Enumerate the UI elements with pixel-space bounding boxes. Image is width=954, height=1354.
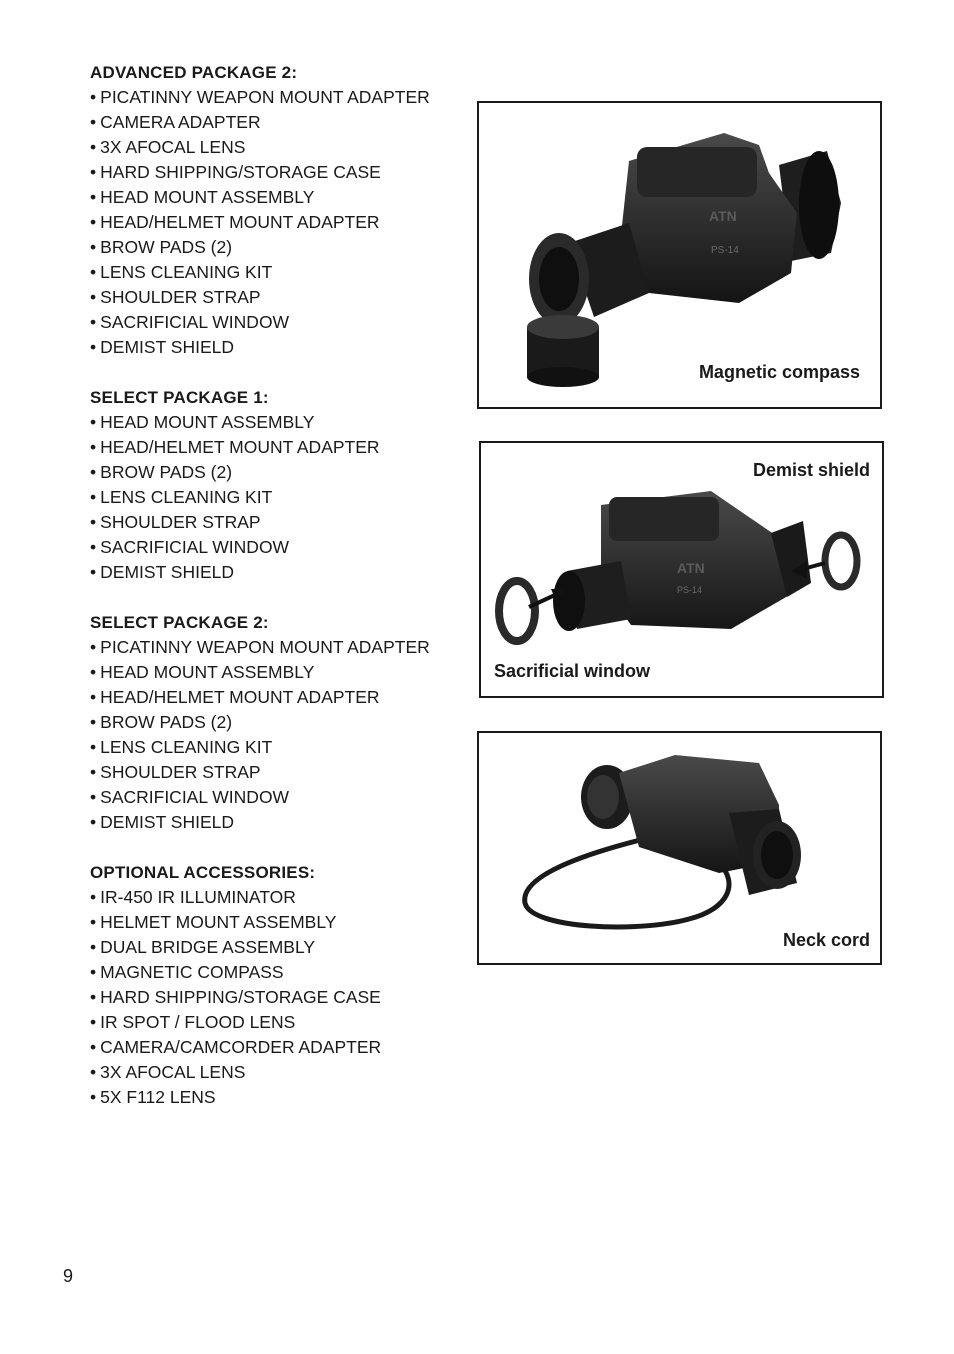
section-advanced-package-2 xyxy=(90,60,470,360)
list-item: • IR SPOT / FLOOD LENS xyxy=(90,1010,470,1035)
list-item: • SACRIFICIAL WINDOW xyxy=(90,310,470,335)
list-item: • SHOULDER STRAP xyxy=(90,760,470,785)
section-optional-accessories xyxy=(90,860,470,1110)
list-item: • 3X AFOCAL LENS xyxy=(90,1060,470,1085)
caption-neck-cord: Neck cord xyxy=(782,930,870,950)
section-select-package-2 xyxy=(90,610,470,835)
list-item: • SHOULDER STRAP xyxy=(90,510,470,535)
list-item: • 5X F112 LENS xyxy=(90,1085,470,1110)
monocular-neck-cord-photo xyxy=(479,733,880,963)
list-item: • LENS CLEANING KIT xyxy=(90,260,470,285)
svg-text:ATN: ATN xyxy=(677,560,705,576)
caption-sacrificial-window: Sacrificial window xyxy=(494,661,651,681)
list-item: • HELMET MOUNT ASSEMBLY xyxy=(90,910,470,935)
section-heading: SELECT PACKAGE 1: xyxy=(90,388,269,407)
list-item: • BROW PADS (2) xyxy=(90,460,470,485)
list-item: • BROW PADS (2) xyxy=(90,235,470,260)
figure-demist-sacrificial xyxy=(479,441,884,698)
list-item: • BROW PADS (2) xyxy=(90,710,470,735)
list-item: • SACRIFICIAL WINDOW xyxy=(90,785,470,810)
svg-text:PS-14: PS-14 xyxy=(711,245,739,256)
section-heading: ADVANCED PACKAGE 2: xyxy=(90,63,298,82)
list-item: • PICATINNY WEAPON MOUNT ADAPTER xyxy=(90,85,470,110)
svg-text:ATN: ATN xyxy=(709,208,737,224)
section-heading: OPTIONAL ACCESSORIES: xyxy=(90,863,316,882)
list-item: • MAGNETIC COMPASS xyxy=(90,960,470,985)
list-item: • SACRIFICIAL WINDOW xyxy=(90,535,470,560)
list-item: • PICATINNY WEAPON MOUNT ADAPTER xyxy=(90,635,470,660)
list-item: • DEMIST SHIELD xyxy=(90,560,470,585)
list-item: • HEAD/HELMET MOUNT ADAPTER xyxy=(90,210,470,235)
figure-neck-cord xyxy=(477,731,882,965)
list-item: • CAMERA ADAPTER xyxy=(90,110,470,135)
list-item: • DEMIST SHIELD xyxy=(90,810,470,835)
list-item: • DUAL BRIDGE ASSEMBLY xyxy=(90,935,470,960)
list-item: • LENS CLEANING KIT xyxy=(90,485,470,510)
list-item: • IR-450 IR ILLUMINATOR xyxy=(90,885,470,910)
caption-magnetic-compass: Magnetic compass xyxy=(698,362,860,382)
svg-text:PS-14: PS-14 xyxy=(677,585,703,595)
list-item: • CAMERA/CAMCORDER ADAPTER xyxy=(90,1035,470,1060)
list-item: • SHOULDER STRAP xyxy=(90,285,470,310)
list-item: • HEAD MOUNT ASSEMBLY xyxy=(90,410,470,435)
figure-magnetic-compass xyxy=(477,101,882,409)
section-select-package-1 xyxy=(90,385,470,585)
list-item: • HEAD/HELMET MOUNT ADAPTER xyxy=(90,685,470,710)
list-item: • DEMIST SHIELD xyxy=(90,335,470,360)
list-item: • 3X AFOCAL LENS xyxy=(90,135,470,160)
list-item: • HARD SHIPPING/STORAGE CASE xyxy=(90,160,470,185)
page-number: 9 xyxy=(63,1266,74,1286)
package-lists xyxy=(90,60,470,1135)
list-item: • HEAD MOUNT ASSEMBLY xyxy=(90,185,470,210)
caption-demist-shield: Demist shield xyxy=(752,460,870,480)
list-item: • LENS CLEANING KIT xyxy=(90,735,470,760)
list-item: • HEAD/HELMET MOUNT ADAPTER xyxy=(90,435,470,460)
list-item: • HEAD MOUNT ASSEMBLY xyxy=(90,660,470,685)
section-heading: SELECT PACKAGE 2: xyxy=(90,613,269,632)
list-item: • HARD SHIPPING/STORAGE CASE xyxy=(90,985,470,1010)
